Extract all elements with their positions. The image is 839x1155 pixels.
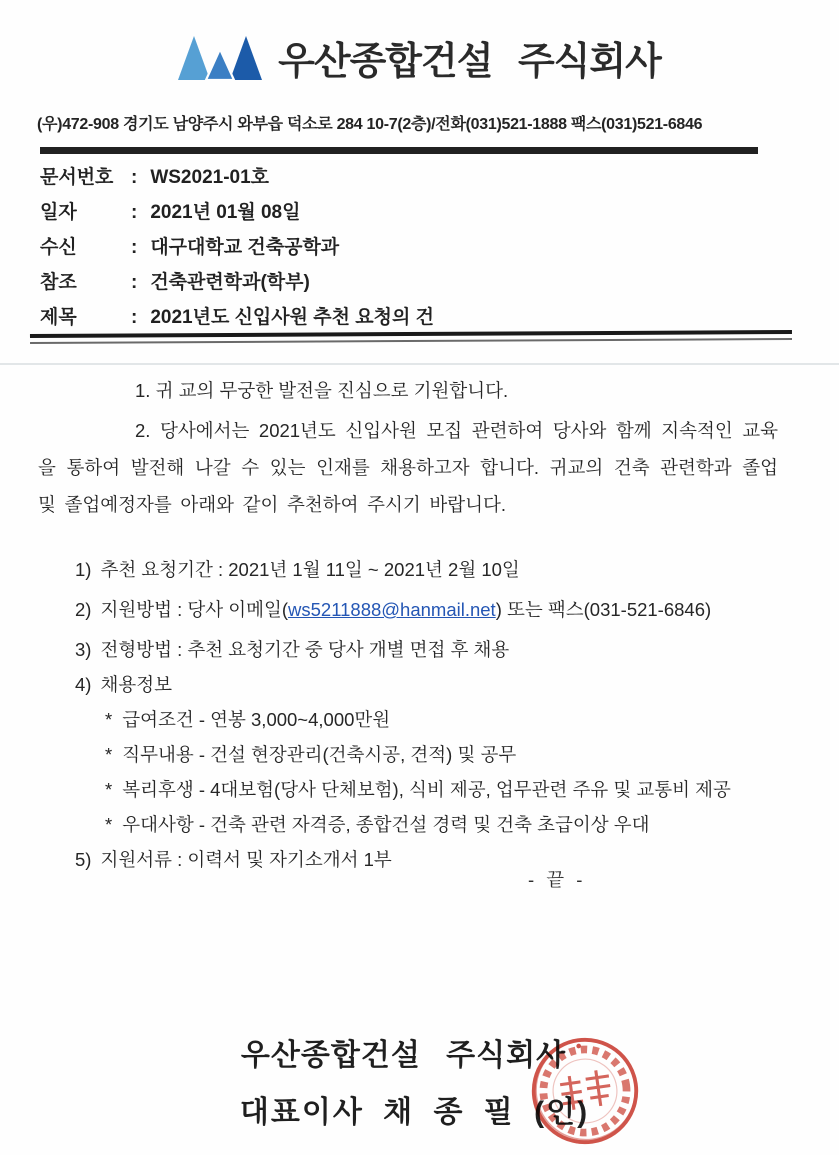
footer-ceo-signature: 대표이사 채 종 필 (인) — [239, 1096, 590, 1129]
list-item-job-info — [75, 673, 790, 697]
address-line: (우)472-908 경기도 남양주시 와부읍 덕소로 284 10-7(2층)/전화(031)521-1888 팩스(031)521-6846 — [37, 116, 703, 133]
field-row-cc — [40, 265, 434, 300]
list-item-period — [75, 558, 790, 582]
item-number: 4) — [75, 674, 92, 695]
item-text: 추천 요청기간 : 2021년 1월 11일 ~ 2021년 2월 10일 — [100, 559, 520, 580]
scan-artifact-line — [0, 363, 839, 365]
item-text-before: 지원방법 : 당사 이메일( — [100, 599, 289, 620]
body-paragraph-2: 2. 당사에서는 2021년도 신입사원 모집 관련하여 당사와 함께 지속적인 교육을 통하여 발전해 나갈 수 있는 인재를 채용하고자 합니다. 귀교의 건축 관련학과 졸업 및 졸업예정자를 아래와 같이 추천하여 주시기 바랍니다. — [38, 420, 778, 515]
field-separator: : — [131, 237, 138, 258]
asterisk-bullet: * — [105, 709, 113, 730]
field-separator: : — [131, 272, 138, 293]
field-value: 건축관련학과(학부) — [150, 272, 310, 293]
body-paragraph-1: 1. 귀 교의 무궁한 발전을 진심으로 기원합니다. — [135, 380, 509, 401]
field-value: 대구대학교 건축공학과 — [150, 237, 340, 258]
list-item-documents — [75, 848, 790, 872]
asterisk-bullet: * — [105, 744, 113, 765]
field-row-doc-number — [40, 160, 434, 195]
item-text: 전형방법 : 추천 요청기간 중 당사 개별 면접 후 채용 — [100, 639, 510, 660]
field-separator: : — [131, 167, 138, 188]
company-name: 우산종합건설 주식회사 — [278, 41, 661, 83]
letterhead — [0, 30, 839, 85]
item-text-after: ) 또는 팩스(031-521-6846) — [495, 599, 712, 620]
mountains-logo-icon — [178, 34, 262, 82]
sub-item-text: 복리후생 - 4대보험(당사 단체보험), 식비 제공, 업무관련 주유 및 교통비 제공 — [122, 779, 731, 800]
field-label: 제목 — [40, 307, 77, 328]
document-meta — [40, 160, 434, 335]
end-mark: - 끝 - — [528, 869, 583, 890]
divider-thin-line — [30, 338, 792, 344]
item-number: 5) — [75, 849, 92, 870]
item-number: 3) — [75, 639, 92, 660]
field-value: WS2021-01호 — [150, 167, 270, 188]
field-label: 문서번호 — [40, 167, 114, 188]
corporate-seal-stamp-icon — [527, 1033, 643, 1149]
sub-item-text: 우대사항 - 건축 관련 자격증, 종합건설 경력 및 건축 초급이상 우대 — [122, 814, 650, 835]
field-separator: : — [131, 307, 138, 328]
sub-item-benefits — [75, 778, 790, 802]
signature-block — [0, 1030, 839, 1131]
item-text — [100, 598, 711, 622]
asterisk-bullet: * — [105, 779, 113, 800]
field-label: 참조 — [40, 272, 77, 293]
field-row-subject — [40, 300, 434, 335]
sub-item-duties — [75, 743, 790, 767]
email-link[interactable]: ws5211888@hanmail.net — [288, 599, 496, 620]
field-row-recipient — [40, 230, 434, 265]
list-item-selection-method — [75, 638, 790, 662]
sub-item-text: 급여조건 - 연봉 3,000~4,000만원 — [122, 709, 391, 730]
list-item-apply-method — [75, 598, 790, 622]
field-label: 수신 — [40, 237, 77, 258]
field-label: 일자 — [40, 202, 77, 223]
asterisk-bullet: * — [105, 814, 113, 835]
sub-item-preferences — [75, 813, 790, 837]
field-value: 2021년 01월 08일 — [150, 202, 301, 223]
recruitment-details-list — [75, 549, 790, 872]
footer-company-name: 우산종합건설 주식회사 — [240, 1039, 567, 1072]
item-number: 2) — [75, 599, 92, 620]
sub-item-salary — [75, 708, 790, 732]
header-divider-bar — [40, 147, 758, 154]
item-number: 1) — [75, 559, 92, 580]
sub-item-text: 직무내용 - 건설 현장관리(건축시공, 견적) 및 공무 — [122, 744, 517, 765]
item-text: 채용정보 — [100, 674, 172, 695]
field-separator: : — [131, 202, 138, 223]
field-value: 2021년도 신입사원 추천 요청의 건 — [150, 307, 434, 328]
letter-body — [38, 372, 778, 523]
item-text: 지원서류 : 이력서 및 자기소개서 1부 — [100, 849, 392, 870]
field-row-date — [40, 195, 434, 230]
